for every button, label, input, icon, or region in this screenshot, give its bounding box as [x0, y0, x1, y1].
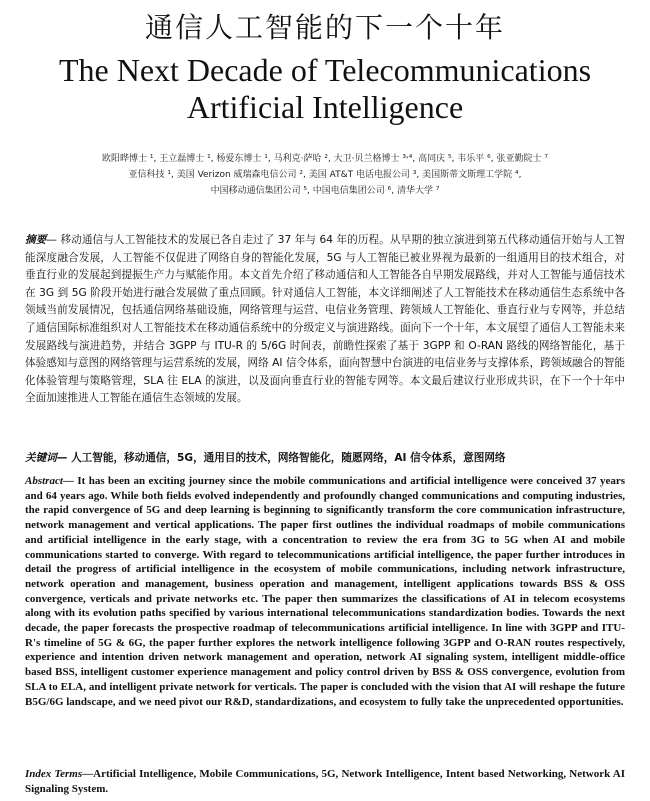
english-title-line-1: The Next Decade of Telecommunications [58, 52, 592, 88]
author-block [0, 151, 650, 199]
chinese-keywords [25, 450, 625, 467]
index-terms-label: Index Terms [25, 768, 83, 780]
chinese-abstract-label: 摘要 [25, 234, 47, 246]
chinese-abstract-text: — 移动通信与人工智能技术的发展已各自走过了 37 年与 64 年的历程。从早期的独立演进到第五代移动通信开始与人工智能深度融合发展，人工智能不仅促进了网络自身的智能化发展，5G 与人工智能已被业界视为最新的一组通用目的技术组合，对垂直行业的发展起到提振生产力与赋能作用。本文首先介绍了移动通信和人工智能各自早期发展路线，并对人工智能与通信技术在 3G 到 5G 阶段开始进行融合发展做了重点回顾。针对通信人工智能，本文详细阐述了人工智能技术在移动通信生态系统中各领域当前发展情况，包括通信网络基础设施，网络管理与运营、电信业务管理、跨领域人工智能化、垂直行业与专网等，并总结了通信国际标准组织对人工智能技术在移动通信系统中的分级定义与演进路线。面向下一个十年，本文展望了通信人工智能未来发展路线与演进趋势，并结合 3GPP 与 ITU-R 的 5/6G 时间表，前瞻性探索了基于 3GPP 和 O-RAN 路线的网络智能化，基于体验感知与意图的网络管理与运营系统的发展，网络 AI 信令体系，面向智慧中台演进的电信业务与支撑体系，跨领域融合的智能化体验管理与策略管理，SLA 往 ELA 的演进，以及面向垂直行业的智能专网等。本文最后建议行业形成共识，在下一个十年中全面加速推进人工智能在通信生态领域的发展。 [25, 234, 626, 405]
english-title [0, 52, 650, 126]
affiliations-line-2: 中国移动通信集团公司 ⁵, 中国电信集团公司 ⁶, 清华大学 ⁷ [210, 186, 440, 196]
chinese-keywords-label: 关键词 [25, 452, 57, 464]
chinese-keywords-text: — 人工智能，移动通信，5G，通用目的技术，网络智能化，随愿网络，AI 信令体系，意图网络 [56, 452, 506, 464]
index-terms [25, 767, 625, 797]
affiliations-line-1: 亚信科技 ¹, 美国 Verizon 威瑞森电信公司 ², 美国 AT&T 电话电报公司 ³, 美国斯蒂文斯理工学院 ⁴, [128, 170, 522, 180]
index-terms-text: —Artificial Intelligence, Mobile Communications, 5G, Network Intelligence, Intent based Networking, Network AI Signaling System. [25, 768, 625, 795]
chinese-abstract [25, 232, 625, 408]
english-abstract-label: Abstract [25, 475, 63, 487]
english-abstract [25, 474, 625, 709]
english-title-line-2: Artificial Intelligence [186, 89, 464, 125]
chinese-title: 通信人工智能的下一个十年 [144, 11, 505, 44]
english-abstract-text: — It has been an exciting journey since the mobile communications and artificial intelligence were conceived 37 years and 64 years ago. While both fields evolved independently and profoundly changed communications and computing industries, the rapid convergence of 5G and deep learning is beginning to significantly transform the core communication infrastructure, network management and vertical applications. The paper first outlines the individual roadmaps of mobile communications and artificial intelligence in the early stage, with a concentration to review the era from 3G to 5G when AI and mobile communications started to converge. With regard to telecommunications artificial intelligence, the paper further introduces in detail the progress of artificial intelligence in the ecosystem of mobile communications, including network infrastructure, network operation and management, business operation and management, intelligent applications towards BSS & OSS convergence, verticals and private networks etc. The paper then summarizes the classifications of AI in telecom ecosystems along with its evolution paths specified by various international telecommunications standardization bodies. Towards the next decade, the paper forecasts the prospective roadmap of telecommunications artificial intelligence. In line with 3GPP and ITU-R's timeline of 5G & 6G, the paper further explores the network intelligence following 3GPP and O-RAN routes respectively, experience and intention driven network management and operation, network AI signaling system, intelligent middle-office based BSS, intelligent customer experience management and policy control driven by BSS & OSS convergence, evolution from SLA to ELA, and intelligent private network for verticals. The paper is concluded with the vision that AI will reshape the future B5G/6G landscape, and we need pivot our R&D, standardizations, and ecosystem to fully take the unprecedented opportunities. [25, 475, 625, 708]
author-list: 欧阳晔博士 ¹, 王立磊博士 ¹, 杨爱东博士 ¹, 马利克·萨哈 ², 大卫·贝兰格博士 ³˒⁴, 高同庆 ⁵, 韦乐平 ⁶, 张亚勤院士 ⁷ [102, 154, 548, 164]
